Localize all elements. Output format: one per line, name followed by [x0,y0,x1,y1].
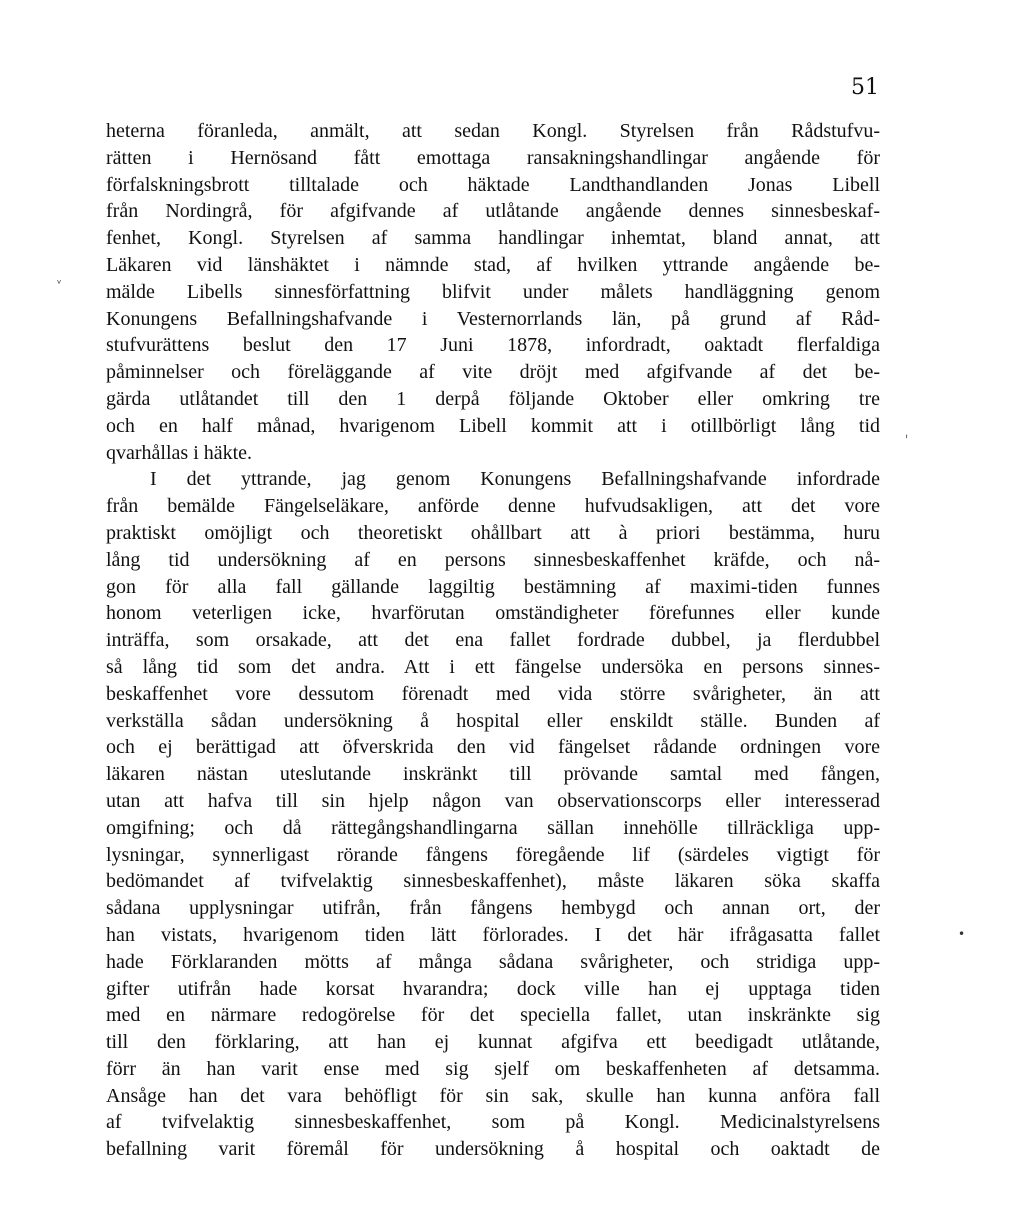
text-line: bedömandet af tvifvelaktig sinnesbeskaffenhet), måste läkaren söka skaffa [106,870,880,893]
margin-mark-right: ˈ [905,433,909,447]
text-line: stufvurättens beslut den 17 Juni 1878, infordradt, oaktadt flerfaldiga [106,334,880,357]
text-line: beskaffenhet vore dessutom förenadt med vida större svårigheter, än att [106,682,880,705]
text-line: förr än han varit ense med sig sjelf om beskaffenheten af detsamma. [106,1057,880,1080]
text-line: läkaren nästan uteslutande inskränkt till prövande samtal med fången, [106,763,880,786]
text-line: praktiskt omöjligt och theoretiskt ohållbart att à priori bestämma, huru [106,521,880,544]
margin-mark-left: ᵛ [57,277,62,290]
text-line: så lång tid som det andra. Att i ett fängelse undersöka en persons sinnes- [106,655,880,678]
text-line: rätten i Hernösand fått emottaga ransakningshandlingar angående för [106,146,880,169]
text-line: qvarhållas i häkte. [106,441,253,464]
margin-mark-right-dot: • [958,927,966,941]
text-line: han vistats, hvarigenom tiden lätt förlorades. I det här ifrågasatta fallet [106,923,880,946]
text-line: lysningar, synnerligast rörande fångens föregående lif (särdeles vigtigt för [106,843,880,866]
text-line: gärda utlåtandet till den 1 derpå följande Oktober eller omkring tre [106,387,880,410]
text-line: honom veterligen icke, hvarförutan omständigheter förefunnes eller kunde [106,602,880,625]
text-line: påminnelser och föreläggande af vite dröjt med afgifvande af det be- [106,361,880,384]
text-line: från bemälde Fängelseläkare, anförde denne hufvudsakligen, att det vore [106,495,880,518]
text-line: fenhet, Kongl. Styrelsen af samma handlingar inhemtat, bland annat, att [106,227,880,250]
text-line: I det yttrande, jag genom Konungens Befallningshafvande infordrade [150,468,880,491]
text-line: gifter utifrån hade korsat hvarandra; dock ville han ej upptaga tiden [106,977,880,1000]
text-line: till den förklaring, att han ej kunnat afgifva ett beedigadt utlåtande, [106,1031,880,1054]
text-line: befallning varit föremål för undersökning å hospital och oaktadt de [106,1138,880,1161]
text-line: Konungens Befallningshafvande i Vesternorrlands län, på grund af Råd- [106,307,880,330]
text-line: sådana upplysningar utifrån, från fångens hembygd och annan ort, der [106,897,880,920]
text-line: Ansåge han det vara behöfligt för sin sak, skulle han kunna anföra fall [106,1084,880,1107]
text-line: omgifning; och då rättegångshandlingarna sällan innehölle tillräckliga upp- [106,816,880,839]
text-line: Läkaren vid länshäktet i nämnde stad, af hvilken yttrande angående be- [106,253,880,276]
page-number: 51 [851,75,879,100]
text-line: förfalskningsbrott tilltalade och häktade Landthandlanden Jonas Libell [106,173,880,196]
text-line: heterna föranleda, anmält, att sedan Kongl. Styrelsen från Rådstufvu- [106,120,880,142]
text-line: verkställa sådan undersökning å hospital eller enskildt ställe. Bunden af [106,709,880,732]
body-text [106,118,880,1163]
text-line: utan att hafva till sin hjelp någon van observationscorps eller interesserad [106,789,880,812]
text-line: af tvifvelaktig sinnesbeskaffenhet, som på Kongl. Medicinalstyrelsens [106,1111,880,1134]
text-line: gon för alla fall gällande laggiltig bestämning af maximi-tiden funnes [106,575,880,598]
text-line: mälde Libells sinnesförfattning blifvit under målets handläggning genom [106,280,880,303]
text-line: från Nordingrå, för afgifvande af utlåtande angående dennes sinnesbeskaf- [106,200,880,223]
text-line: lång tid undersökning af en persons sinnesbeskaffenhet kräfde, och nå- [106,548,880,571]
text-line: inträffa, som orsakade, att det ena fallet fordrade dubbel, ja flerdubbel [106,629,880,652]
text-line: med en närmare redogörelse för det speciella fallet, utan inskränkte sig [106,1004,880,1027]
text-line: hade Förklaranden mötts af många sådana svårigheter, och stridiga upp- [106,950,880,973]
text-line: och ej berättigad att öfverskrida den vid fängelset rådande ordningen vore [106,736,880,759]
text-line: och en half månad, hvarigenom Libell kommit att i otillbörligt lång tid [106,414,880,437]
